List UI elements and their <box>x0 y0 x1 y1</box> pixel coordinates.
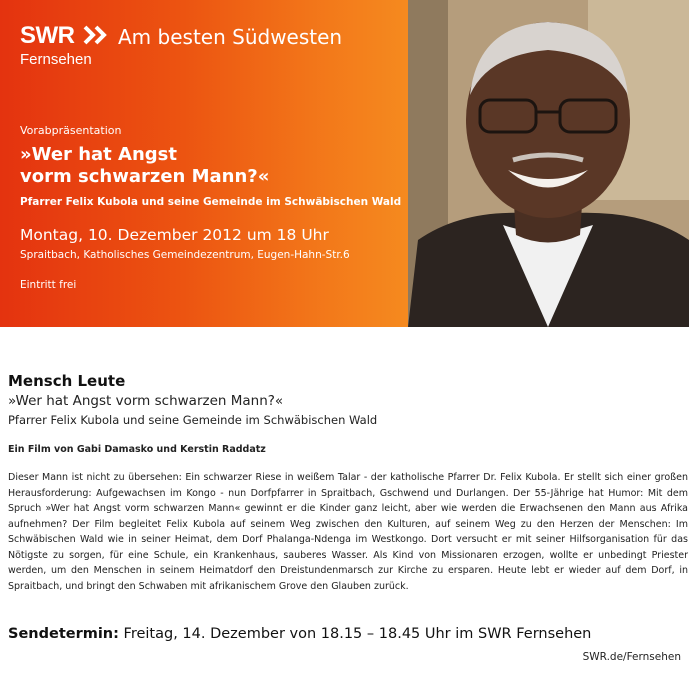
logo-subtitle: Fernsehen <box>20 51 92 68</box>
entry-note: Eintritt frei <box>20 279 77 291</box>
portrait-illustration <box>408 0 689 327</box>
slogan: Am besten Südwesten <box>118 25 343 49</box>
website-url: SWR.de/Fernsehen <box>582 651 681 663</box>
orange-panel <box>0 0 408 327</box>
portrait-photo <box>408 0 689 327</box>
swr-logo <box>20 22 109 50</box>
header-banner <box>0 0 689 327</box>
event-date: Montag, 10. Dezember 2012 um 18 Uhr <box>20 226 329 244</box>
film-subtitle: Pfarrer Felix Kubola und seine Gemeinde im Schwäbischen Wald <box>8 413 378 427</box>
logo-arrows-icon <box>83 25 109 45</box>
event-subtitle: Pfarrer Felix Kubola und seine Gemeinde im Schwäbischen Wald <box>20 196 402 208</box>
logo-text: SWR <box>20 22 75 49</box>
event-title-line2: vorm schwarzen Mann?« <box>20 166 270 187</box>
preview-label: Vorabpräsentation <box>20 124 122 137</box>
series-title: Mensch Leute <box>8 372 126 390</box>
broadcast-label: Sendetermin: <box>8 626 119 642</box>
event-title <box>20 144 400 188</box>
film-title: »Wer hat Angst vorm schwarzen Mann?« <box>8 393 284 409</box>
broadcast-value: Freitag, 14. Dezember von 18.15 – 18.45 Uhr im SWR Fernsehen <box>118 626 592 642</box>
broadcast-line <box>8 626 591 642</box>
description-text: Dieser Mann ist nicht zu übersehen: Ein schwarzer Riese in weißem Talar - der katholische Pfarrer Dr. Felix Kubola. Er stellt sich einer großen Herausforderung: Aufgewachsen im Kongo - nun Dorfpfarrer in Spraitbach, Gschwend und Durlangen. Der 55-Jährige hat Humor: Mit dem Spruch »Wer hat Angst vorm schwarzen Mann« gewinnt er die Kinder ganz leicht, aber wie werden die Erwachsenen den Mann aus Afrika aufnehmen? Der Film begleitet Felix Kubola auf seinem Weg zwischen den Kulturen, auf seinem Weg zu den Herzen der Menschen: Im Schwäbischen Wald wie in seiner Heimat, dem Dorf Phalanga-Ndenga im Westkongo. Dort versucht er mit seiner Hilfsorganisation für das Nötigste zu sorgen, für eine Schule, ein Krankenhaus, sauberes Wasser. Als Kind von Missionaren erzogen, wollte er unbedingt Priester werden, um den Menschen in seinem Heimatdorf den Dreistundenmarsch zur Kirche zu ersparen. Heute lebt er wieder auf dem Dorf, in Spraitbach, und bringt den Schwaben mit afrikanischem Grove den Glauben zurück. <box>8 472 688 592</box>
event-location: Spraitbach, Katholisches Gemeindezentrum, Eugen-Hahn-Str.6 <box>20 249 350 261</box>
film-credits: Ein Film von Gabi Damasko und Kerstin Raddatz <box>8 444 266 455</box>
event-title-line1: »Wer hat Angst <box>20 144 177 165</box>
